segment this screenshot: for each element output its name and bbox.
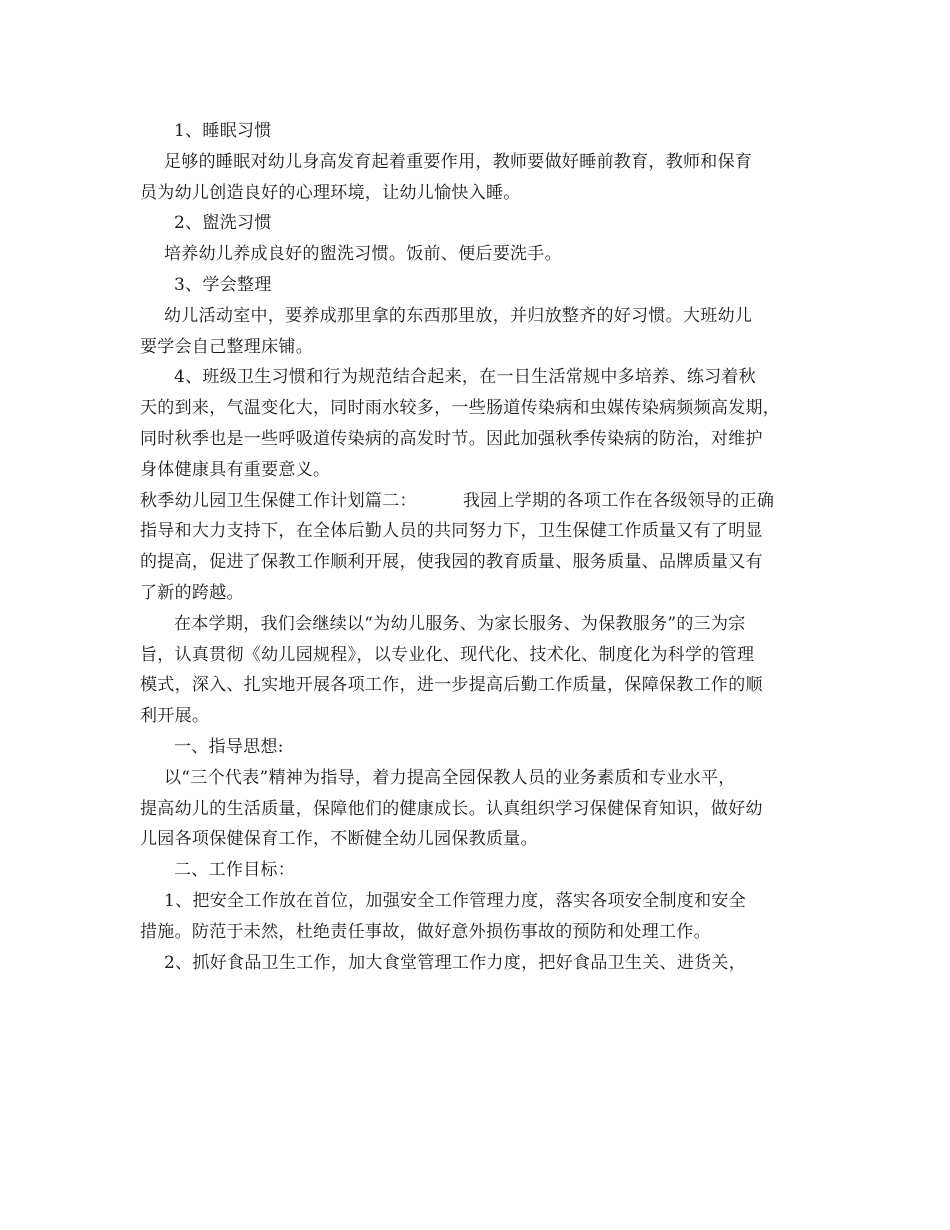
heading-sleep-habit: 1、睡眠习惯 (174, 121, 272, 141)
paragraph-line: 儿园各项保健保育工作，不断健全幼儿园保教质量。 (140, 829, 538, 850)
paragraph-line: 利开展。 (140, 706, 210, 727)
paragraph-line: 在本学期，我们会继续以“为幼儿服务、为家长服务、为保教服务”的三为宗 (174, 613, 746, 634)
paragraph-line: 以“三个代表”精神为指导，着力提高全园保教人员的业务素质和专业水平， (164, 767, 736, 788)
paragraph-line: 指导和大力支持下，在全体后勤人员的共同努力下，卫生保健工作质量又有了明显 (140, 521, 763, 542)
paragraph-line: 2、抓好食品卫生工作，加大食堂管理工作力度，把好食品卫生关、进货关， (164, 952, 747, 973)
paragraph-line: 天的到来，气温变化大，同时雨水较多，一些肠道传染病和虫媒传染病频频高发期， (140, 398, 781, 419)
paragraph-line: 足够的睡眠对幼儿身高发育起着重要作用，教师要做好睡前教育，教师和保育 (164, 151, 753, 172)
heading-guiding-idea: 一、指导思想: (174, 736, 284, 757)
paragraph-line: 要学会自己整理床铺。 (140, 336, 313, 357)
paragraph-line: 的提高，促进了保教工作顺利开展，使我园的教育质量、服务质量、品牌质量又有 (140, 552, 763, 573)
paragraph-line: 同时秋季也是一些呼吸道传染病的高发时节。因此加强秋季传染病的防治，对维护 (140, 428, 763, 449)
heading-washing-habit: 2、盥洗习惯 (174, 213, 272, 234)
paragraph-line: 1、把安全工作放在首位，加强安全工作管理力度，落实各项安全制度和安全 (164, 890, 747, 911)
paragraph-line: 幼儿活动室中，要养成那里拿的东西那里放，并归放整齐的好习惯。大班幼儿 (164, 305, 753, 326)
paragraph-line: 旨，认真贯彻《幼儿园规程》，以专业化、现代化、技术化、制度化为科学的管理 (140, 644, 755, 665)
section-title-line (140, 486, 820, 517)
paragraph-line: 措施。防范于未然，杜绝责任事故，做好意外损伤事故的预防和处理工作。 (140, 921, 711, 942)
paragraph-line: 模式，深入、扎实地开展各项工作，进一步提高后勤工作质量，保障保教工作的顺 (140, 675, 763, 696)
paragraph-line: 提高幼儿的生活质量，保障他们的健康成长。认真组织学习保健保育知识，做好幼 (140, 798, 763, 819)
paragraph-line: 员为幼儿创造良好的心理环境，让幼儿愉快入睡。 (140, 182, 521, 203)
paragraph-line: 4、班级卫生习惯和行为规范结合起来，在一日生活常规中多培养、练习着秋 (174, 367, 757, 388)
paragraph-line: 了新的跨越。 (140, 582, 244, 603)
paragraph-text: 我园上学期的各项工作在各级领导的正确 (462, 490, 775, 511)
heading-work-goals: 二、工作目标： (174, 860, 296, 881)
heading-tidying: 3、学会整理 (174, 274, 272, 295)
paragraph-line: 身体健康具有重要意义。 (140, 459, 331, 480)
document-body (140, 116, 820, 978)
section-title: 秋季幼儿园卫生保健工作计划篇二： (140, 490, 417, 511)
paragraph-line: 培养幼儿养成良好的盥洗习惯。饭前、便后要洗手。 (164, 244, 562, 265)
